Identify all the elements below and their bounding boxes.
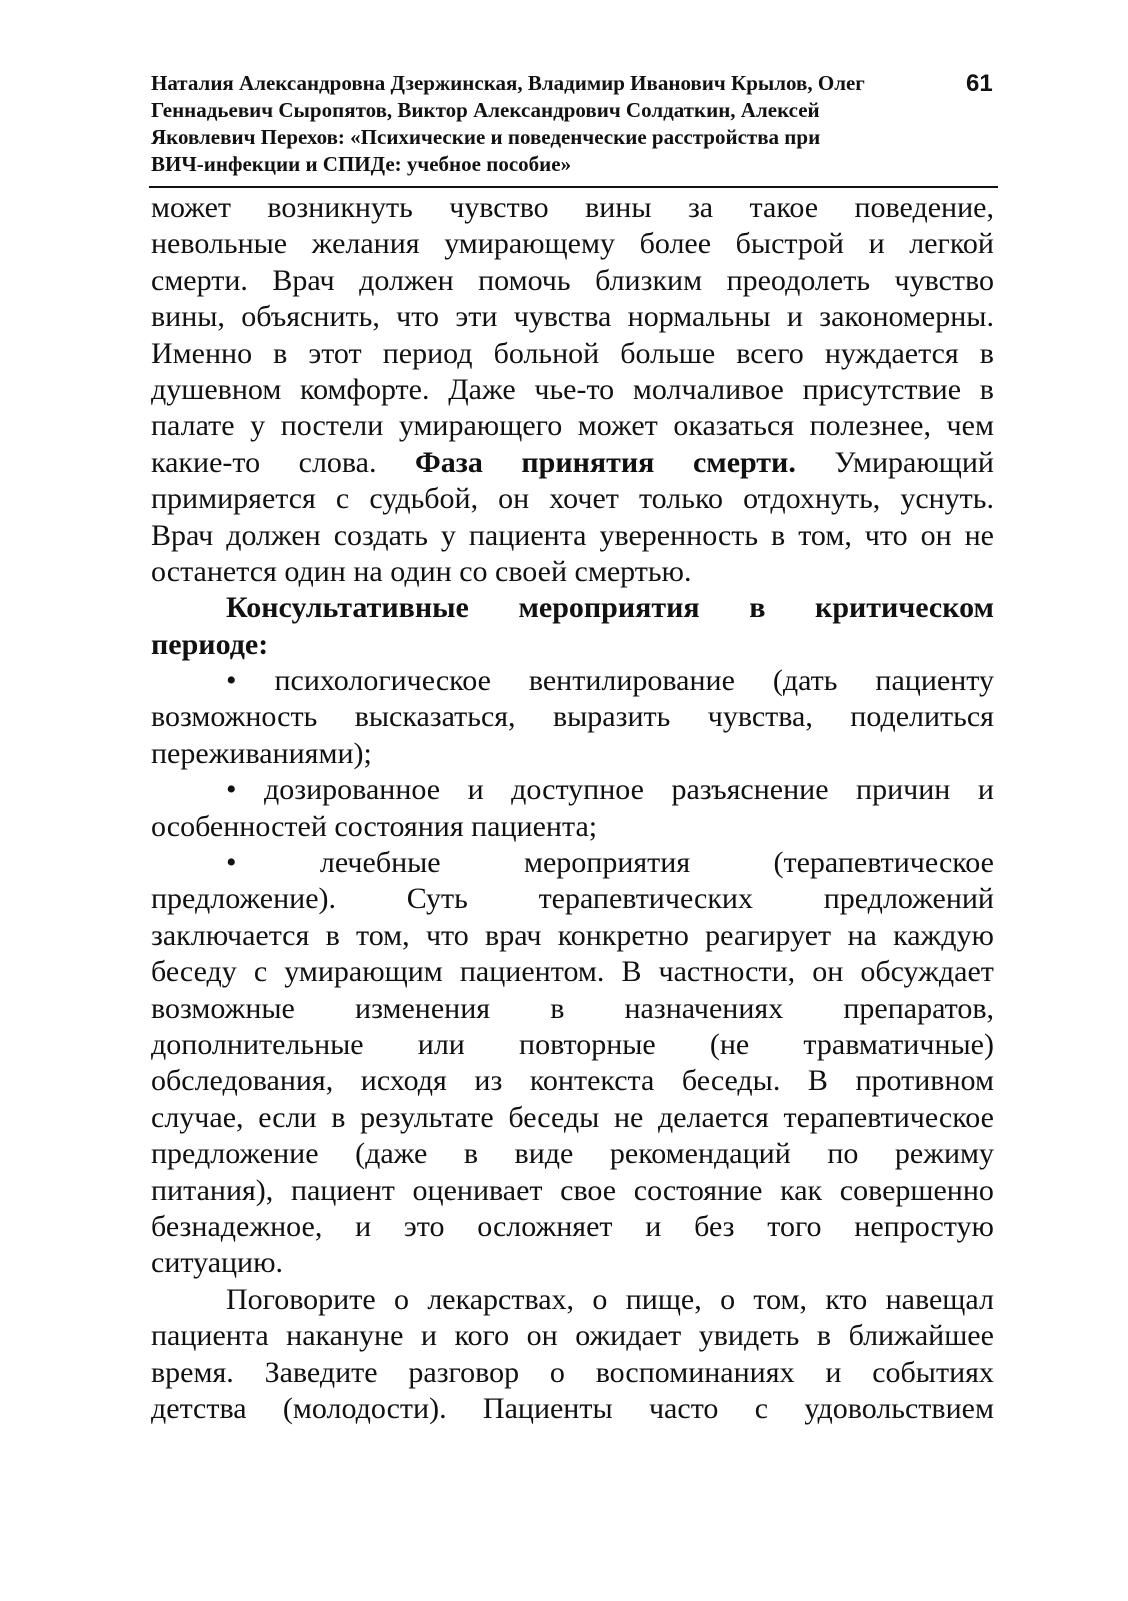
- word: повторные: [519, 1027, 656, 1061]
- list-item: [151, 663, 994, 699]
- word: оценивает: [412, 1173, 543, 1207]
- word: питания),: [151, 1173, 274, 1207]
- word: Фаза: [415, 445, 483, 479]
- word: обследования,: [151, 1064, 334, 1098]
- word: постели: [280, 409, 384, 443]
- word: состояние: [633, 1173, 763, 1207]
- text-line: [151, 226, 994, 262]
- word: Заведите: [264, 1355, 378, 1389]
- word: время.: [151, 1355, 234, 1389]
- word: заключается: [151, 918, 310, 952]
- word: детства: [151, 1391, 247, 1425]
- text-line: [151, 1100, 994, 1136]
- word: этот: [308, 336, 362, 370]
- word: не: [964, 518, 994, 552]
- word: невольные: [151, 227, 288, 261]
- word: у: [440, 518, 456, 552]
- word: случае,: [151, 1100, 244, 1134]
- word: о: [592, 1282, 608, 1316]
- word: он: [812, 955, 844, 989]
- word: пациента: [151, 1319, 269, 1353]
- word: психологическое: [274, 664, 491, 698]
- word: кто: [825, 1282, 868, 1316]
- word: Консультативные: [226, 591, 469, 625]
- header-line: ВИЧ-инфекции и СПИДе: учебное пособие»: [151, 152, 572, 176]
- word: душевном: [151, 372, 282, 406]
- word: •: [226, 773, 237, 807]
- word: уснуть.: [900, 482, 994, 516]
- word: у: [250, 409, 266, 443]
- word: вины,: [151, 300, 225, 334]
- word: в: [816, 1319, 832, 1353]
- word: уверенность: [599, 518, 759, 552]
- word: беседы.: [681, 1064, 781, 1098]
- word: может: [577, 409, 658, 443]
- word: чувства: [513, 300, 612, 334]
- word: (молодости).: [282, 1391, 447, 1425]
- section-heading: периоде:: [151, 627, 269, 661]
- word: Поговорите: [226, 1282, 376, 1316]
- word: эти: [455, 300, 498, 334]
- word: высказаться,: [354, 700, 516, 734]
- word: молчаливое: [632, 372, 784, 406]
- word: безнадежное,: [151, 1209, 323, 1243]
- word: осложняет: [477, 1209, 613, 1243]
- word: чувство: [894, 263, 994, 297]
- text-line: [151, 408, 994, 444]
- word: кого: [454, 1319, 510, 1353]
- body-text: [151, 190, 994, 1427]
- word: делается: [658, 1100, 769, 1134]
- word: (не: [709, 1027, 750, 1061]
- section-heading: [151, 590, 994, 626]
- word: том,: [356, 918, 410, 952]
- word: доступное: [511, 773, 644, 807]
- word: вины: [585, 191, 652, 224]
- word: противном: [855, 1064, 994, 1098]
- header-line: Яковлевич Перехов: «Психические и поведенческие расстройства при: [151, 125, 821, 149]
- word: о: [549, 1355, 565, 1389]
- word: за: [687, 191, 714, 224]
- word: лекарствах,: [427, 1282, 575, 1316]
- word: (терапевтическое: [773, 846, 994, 880]
- word: конкретно: [557, 918, 689, 952]
- word: разъяснение: [671, 773, 829, 807]
- word: лечебные: [319, 846, 441, 880]
- word: о: [394, 1282, 409, 1316]
- word: поведение,: [854, 191, 994, 224]
- word: не: [613, 1100, 644, 1134]
- word: часто: [648, 1391, 719, 1425]
- word: присутствие: [802, 372, 962, 406]
- word: какие-то: [151, 445, 261, 479]
- word: более: [639, 227, 712, 261]
- word: пациентом.: [459, 955, 605, 989]
- text-line: [151, 1391, 994, 1427]
- word: с: [335, 482, 350, 516]
- word: чувства,: [707, 700, 813, 734]
- word: изменения: [355, 991, 491, 1025]
- text-line: [151, 918, 994, 954]
- list-item: [151, 772, 994, 808]
- word: он: [526, 1319, 558, 1353]
- word: беседу: [151, 955, 237, 989]
- word: быстрой: [735, 227, 844, 261]
- word: и: [977, 773, 994, 807]
- word: и: [420, 1319, 437, 1353]
- text-line: [151, 1209, 994, 1245]
- word: отдохнуть,: [743, 482, 881, 516]
- word: создать: [333, 518, 428, 552]
- word: больше: [620, 336, 716, 370]
- word: препаратов,: [843, 991, 994, 1025]
- text-line: [151, 190, 994, 226]
- word: Именно: [151, 336, 253, 370]
- word: нуждается: [824, 336, 959, 370]
- word: результате: [360, 1100, 494, 1134]
- word: реагирует: [705, 918, 832, 952]
- word: терапевтических: [538, 882, 753, 916]
- word: всего: [736, 336, 804, 370]
- text-line: [151, 481, 994, 517]
- text-line: [151, 1173, 994, 1209]
- word: смерти.: [151, 263, 248, 297]
- word: на: [847, 918, 877, 952]
- word: того: [767, 1209, 822, 1243]
- word: он: [498, 482, 530, 516]
- word: причин: [856, 773, 951, 807]
- page-number: 61: [966, 70, 993, 97]
- word: возникнуть: [267, 191, 413, 224]
- word: такое: [749, 191, 819, 224]
- word: или: [417, 1027, 465, 1061]
- word: том,: [753, 1282, 808, 1316]
- word: должен: [226, 518, 321, 552]
- word: судьбой,: [369, 482, 479, 516]
- word: (дать: [772, 664, 838, 698]
- word: в: [325, 918, 340, 952]
- word: объяснить,: [241, 300, 380, 334]
- word: о: [720, 1282, 736, 1316]
- word: Врач: [272, 263, 335, 297]
- word: •: [226, 664, 237, 698]
- word: помочь: [478, 263, 571, 297]
- word: удовольствием: [804, 1391, 994, 1425]
- word: в: [979, 336, 994, 370]
- word: и: [868, 227, 885, 261]
- word: свое: [560, 1173, 617, 1207]
- word: возможные: [151, 991, 295, 1025]
- word: терапевтическое: [783, 1100, 994, 1134]
- word: только: [638, 482, 723, 516]
- word: как: [780, 1173, 823, 1207]
- word: исходя: [360, 1064, 447, 1098]
- word: предложений: [823, 882, 994, 916]
- word: том,: [798, 518, 852, 552]
- word: беседы: [508, 1100, 600, 1134]
- word: обсуждает: [860, 955, 994, 989]
- header-line: Геннадьевич Сыропятов, Виктор Александрович Солдаткин, Алексей: [151, 98, 820, 122]
- word: каждую: [893, 918, 994, 952]
- header-divider: [149, 186, 998, 188]
- word: без: [694, 1209, 735, 1243]
- word: близким: [595, 263, 703, 297]
- word: Суть: [406, 882, 468, 916]
- word: критическом: [815, 591, 994, 625]
- word: В: [621, 955, 642, 989]
- text-line: [151, 1355, 994, 1391]
- word: и: [645, 1209, 662, 1243]
- word: чем: [946, 409, 994, 443]
- text-line: [151, 1027, 994, 1063]
- word: период: [382, 336, 473, 370]
- word: что: [396, 300, 439, 334]
- word: что: [864, 518, 908, 552]
- text-line: [151, 299, 994, 335]
- text-line: [151, 518, 994, 554]
- word: слова.: [298, 445, 377, 479]
- word: дополнительные: [151, 1027, 364, 1061]
- word: в: [273, 336, 288, 370]
- word: по: [827, 1137, 859, 1171]
- word: полезнее,: [809, 409, 931, 443]
- text-line: [151, 372, 994, 408]
- word: дозированное: [264, 773, 441, 807]
- text-line: [151, 1136, 994, 1172]
- word: событиях: [872, 1355, 994, 1389]
- word: с: [253, 955, 268, 989]
- word: Пациенты: [482, 1391, 613, 1425]
- word: Даже: [448, 372, 516, 406]
- word: в: [550, 991, 565, 1025]
- word: примиряется: [151, 482, 316, 516]
- word: с: [754, 1391, 769, 1425]
- word: пациенту: [875, 664, 994, 698]
- text-line: переживаниями);: [151, 736, 372, 770]
- word: ближайшее: [848, 1319, 994, 1353]
- text-line: [151, 991, 994, 1027]
- word: виде: [514, 1137, 574, 1171]
- word: в: [463, 1137, 478, 1171]
- word: предложение).: [151, 882, 337, 916]
- paragraph-start: [151, 1282, 994, 1318]
- word: в: [979, 372, 994, 406]
- word: пациента: [468, 518, 587, 552]
- word: умирающему: [444, 227, 615, 261]
- word: накануне: [286, 1319, 404, 1353]
- word: Умирающий: [834, 445, 994, 479]
- word: это: [403, 1209, 445, 1243]
- word: принятия: [521, 445, 655, 479]
- word: В: [807, 1064, 828, 1098]
- word: воспоминаниях: [595, 1355, 795, 1389]
- word: преодолеть: [726, 263, 871, 297]
- word: желания: [311, 227, 420, 261]
- word: увидеть: [698, 1319, 800, 1353]
- text-line: [151, 1063, 994, 1099]
- word: оказаться: [673, 409, 795, 443]
- text-line: останется один на один со своей смертью.: [151, 554, 692, 588]
- word: палате: [151, 409, 235, 443]
- word: чье-то: [534, 372, 615, 406]
- word: и: [825, 1355, 842, 1389]
- word: пациент: [290, 1173, 395, 1207]
- text-line: [151, 263, 994, 299]
- word: навещал: [885, 1282, 994, 1316]
- word: умирающим: [284, 955, 443, 989]
- word: частности,: [658, 955, 796, 989]
- word: ожидает: [575, 1319, 682, 1353]
- word: мероприятия: [523, 846, 691, 880]
- word: умирающего: [398, 409, 563, 443]
- word: он: [920, 518, 952, 552]
- text-line: [151, 1318, 994, 1354]
- word: если: [258, 1100, 317, 1134]
- word: в: [331, 1100, 346, 1134]
- word: непростую: [854, 1209, 994, 1243]
- word: предложение: [151, 1137, 319, 1171]
- word: легкой: [909, 227, 994, 261]
- word: разговор: [408, 1355, 520, 1389]
- word: возможность: [151, 700, 318, 734]
- word: комфорте.: [300, 372, 430, 406]
- word: пище,: [625, 1282, 702, 1316]
- word: контекста: [529, 1064, 655, 1098]
- word: и: [467, 773, 484, 807]
- text-line: особенностей состояния пациента;: [151, 809, 598, 843]
- word: назначениях: [624, 991, 784, 1025]
- word: нормальны: [627, 300, 771, 334]
- word: мероприятия: [518, 591, 700, 625]
- header-line: Наталия Александровна Дзержинская, Владимир Иванович Крылов, Олег: [151, 71, 865, 95]
- text-line: [151, 954, 994, 990]
- word: закономерны.: [819, 300, 994, 334]
- text-line: [151, 336, 994, 372]
- word: и: [786, 300, 803, 334]
- word: совершенно: [839, 1173, 994, 1207]
- word: хочет: [549, 482, 619, 516]
- word: смерти.: [692, 445, 796, 479]
- text-line: [151, 445, 994, 481]
- word: в: [749, 591, 766, 625]
- word: (даже: [355, 1137, 428, 1171]
- word: из: [474, 1064, 503, 1098]
- word: вентилирование: [528, 664, 735, 698]
- running-header: [151, 70, 996, 178]
- word: врач: [485, 918, 542, 952]
- list-item: [151, 845, 994, 881]
- text-line: ситуацию.: [151, 1246, 284, 1280]
- word: и: [355, 1209, 372, 1243]
- word: режиму: [894, 1137, 994, 1171]
- word: должен: [359, 263, 454, 297]
- word: в: [771, 518, 786, 552]
- word: Врач: [151, 518, 214, 552]
- word: рекомендаций: [609, 1137, 791, 1171]
- word: что: [425, 918, 469, 952]
- word: чувство: [449, 191, 549, 224]
- text-line: [151, 699, 994, 735]
- word: поделиться: [850, 700, 994, 734]
- word: может: [151, 191, 231, 224]
- word: •: [226, 846, 237, 880]
- word: больной: [493, 336, 600, 370]
- word: травматичные): [803, 1027, 994, 1061]
- word: выразить: [552, 700, 671, 734]
- text-line: [151, 881, 994, 917]
